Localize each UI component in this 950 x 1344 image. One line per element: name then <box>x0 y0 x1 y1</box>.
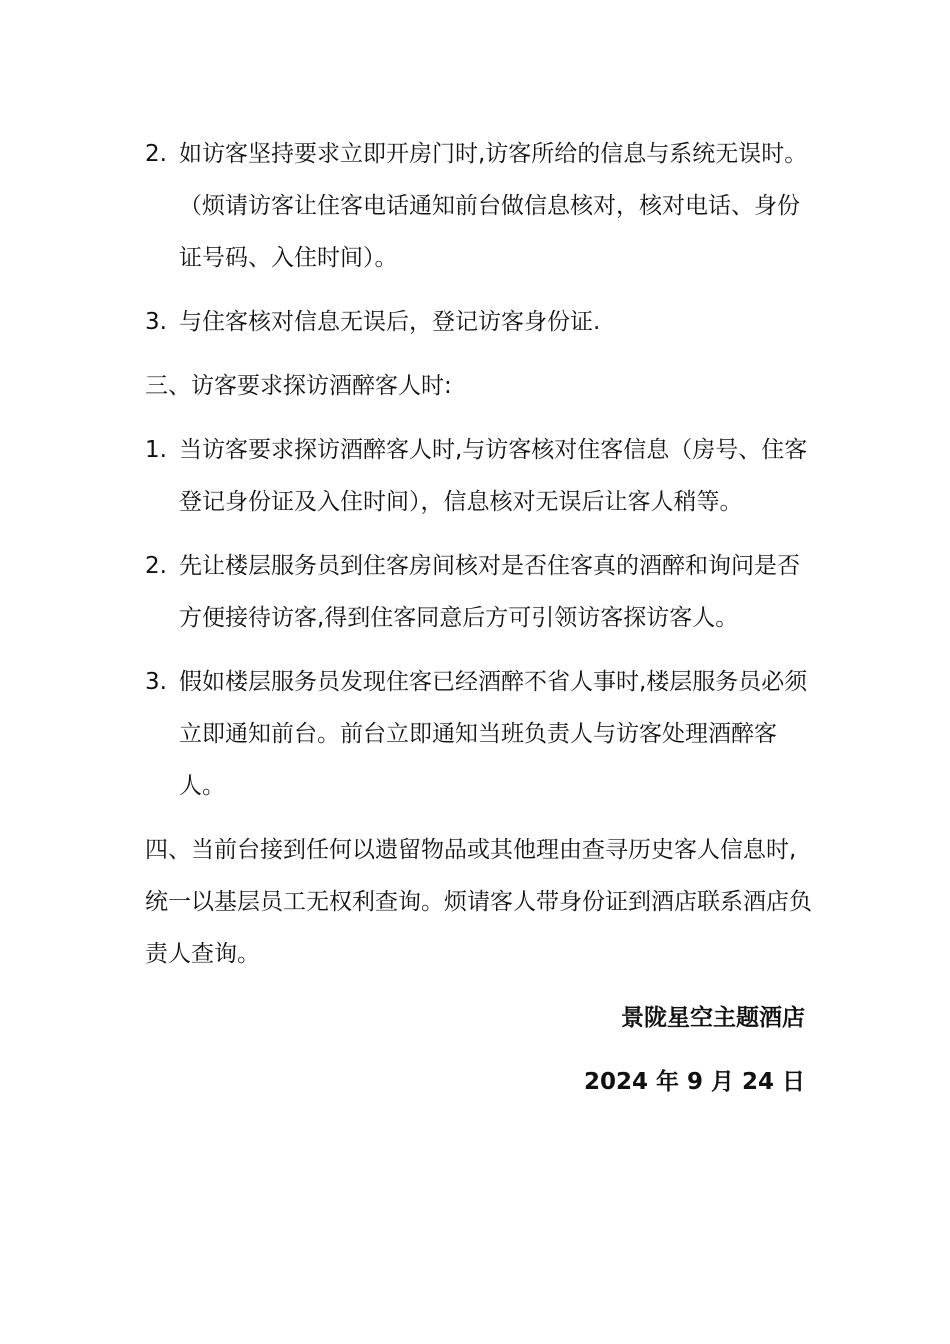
list-item-number: 3. <box>145 669 167 695</box>
list-item <box>145 296 815 348</box>
list-item-text: 假如楼层服务员发现住客已经酒醉不省人事时,楼层服务员必须立即通知前台。前台立即通知当班负责人与访客处理酒醉客人。 <box>179 669 808 799</box>
list-item-text: 如访客坚持要求立即开房门时,访客所给的信息与系统无误时。（烦请访客让住客电话通知前台做信息核对，核对电话、身份证号码、入住时间）。 <box>179 141 808 271</box>
list-item <box>145 128 815 284</box>
list-item <box>145 540 815 644</box>
list-item <box>145 424 815 528</box>
list-item-number: 2. <box>145 141 167 167</box>
list-item <box>145 656 815 812</box>
signature-date: 2024 年 9 月 24 日 <box>583 1069 805 1095</box>
list-item-text: 先让楼层服务员到住客房间核对是否住客真的酒醉和询问是否方便接待访客,得到住客同意后方可引领访客探访客人。 <box>179 553 800 631</box>
document-page <box>145 128 815 1108</box>
list-item-number: 2. <box>145 553 167 579</box>
section-heading: 三、访客要求探访酒醉客人时: <box>145 373 452 399</box>
list-item-text: 当访客要求探访酒醉客人时,与访客核对住客信息（房号、住客登记身份证及入住时间），信息核对无误后让客人稍等。 <box>179 437 808 515</box>
section-paragraph: 四、当前台接到任何以遗留物品或其他理由查寻历史客人信息时,统一以基层员工无权利查询。烦请客人带身份证到酒店联系酒店负责人查询。 <box>145 837 812 967</box>
list-item-text: 与住客核对信息无误后，登记访客身份证. <box>179 309 601 335</box>
list-item-number: 1. <box>145 437 167 463</box>
list-item-number: 3. <box>145 309 167 335</box>
signature-hotel-name: 景陇星空主题酒店 <box>621 1005 805 1031</box>
